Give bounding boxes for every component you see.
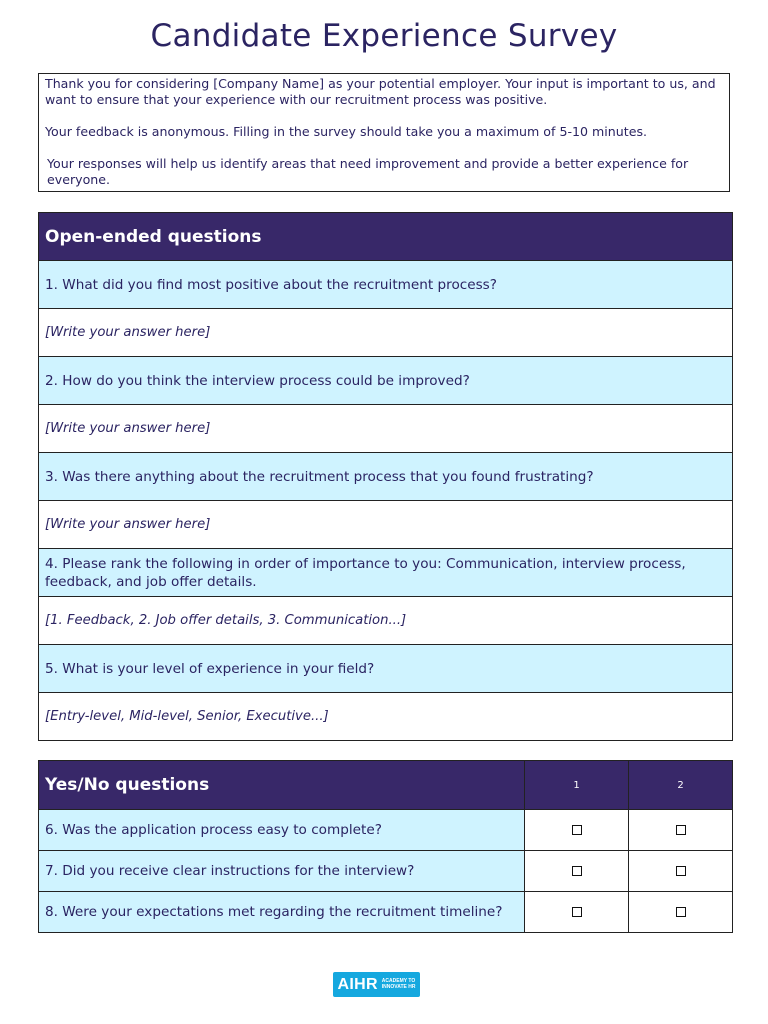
logo-tagline-line-1: ACADEMY TO — [381, 978, 416, 984]
yes-no-table — [38, 760, 733, 933]
intro-box — [38, 73, 730, 192]
checkbox-q7-col1[interactable] — [572, 866, 582, 876]
open-ended-header: Open-ended questions — [39, 213, 733, 261]
open-ended-table — [38, 212, 733, 741]
answer-field-1[interactable]: [Write your answer here] — [39, 309, 733, 357]
intro-paragraph-2: Your feedback is anonymous. Filling in the survey should take you a maximum of 5-10 minutes. — [45, 124, 648, 139]
checkbox-q8-col1[interactable] — [572, 907, 582, 917]
question-7: 7. Did you receive clear instructions for the interview? — [39, 851, 525, 892]
yes-no-header: Yes/No questions — [39, 761, 525, 810]
logo-mark: AIHR — [337, 975, 378, 993]
question-5: 5. What is your level of experience in your field? — [39, 645, 733, 693]
checkbox-q6-col2[interactable] — [676, 825, 686, 835]
answer-field-3[interactable]: [Write your answer here] — [39, 501, 733, 549]
aihr-logo — [333, 972, 420, 997]
logo-tagline — [382, 979, 416, 990]
question-8: 8. Were your expectations met regarding the recruitment timeline? — [39, 892, 525, 933]
checkbox-q8-col2[interactable] — [676, 907, 686, 917]
checkbox-q7-col2[interactable] — [676, 866, 686, 876]
logo-tagline-line-2: INNOVATE HR — [381, 983, 416, 990]
intro-paragraph-3: Your responses will help us identify areas that need improvement and provide a better experience for everyone. — [47, 156, 689, 187]
answer-field-4[interactable]: [1. Feedback, 2. Job offer details, 3. Communication...] — [39, 597, 733, 645]
checkbox-q6-col1[interactable] — [572, 825, 582, 835]
page-title: Candidate Experience Survey — [150, 18, 618, 54]
answer-field-5[interactable]: [Entry-level, Mid-level, Senior, Executive...] — [39, 693, 733, 741]
answer-field-2[interactable]: [Write your answer here] — [39, 405, 733, 453]
column-2-header: 2 — [629, 761, 733, 810]
question-1: 1. What did you find most positive about the recruitment process? — [39, 261, 733, 309]
intro-paragraph-1: Thank you for considering [Company Name] as your potential employer. Your input is important to us, and want to ensure that your experience with our recruitment process was positive. — [45, 76, 716, 107]
question-4: 4. Please rank the following in order of importance to you: Communication, interview process, feedback, and job offer details. — [39, 549, 733, 597]
question-3: 3. Was there anything about the recruitment process that you found frustrating? — [39, 453, 733, 501]
question-2: 2. How do you think the interview process could be improved? — [39, 357, 733, 405]
question-6: 6. Was the application process easy to complete? — [39, 810, 525, 851]
column-1-header: 1 — [525, 761, 629, 810]
